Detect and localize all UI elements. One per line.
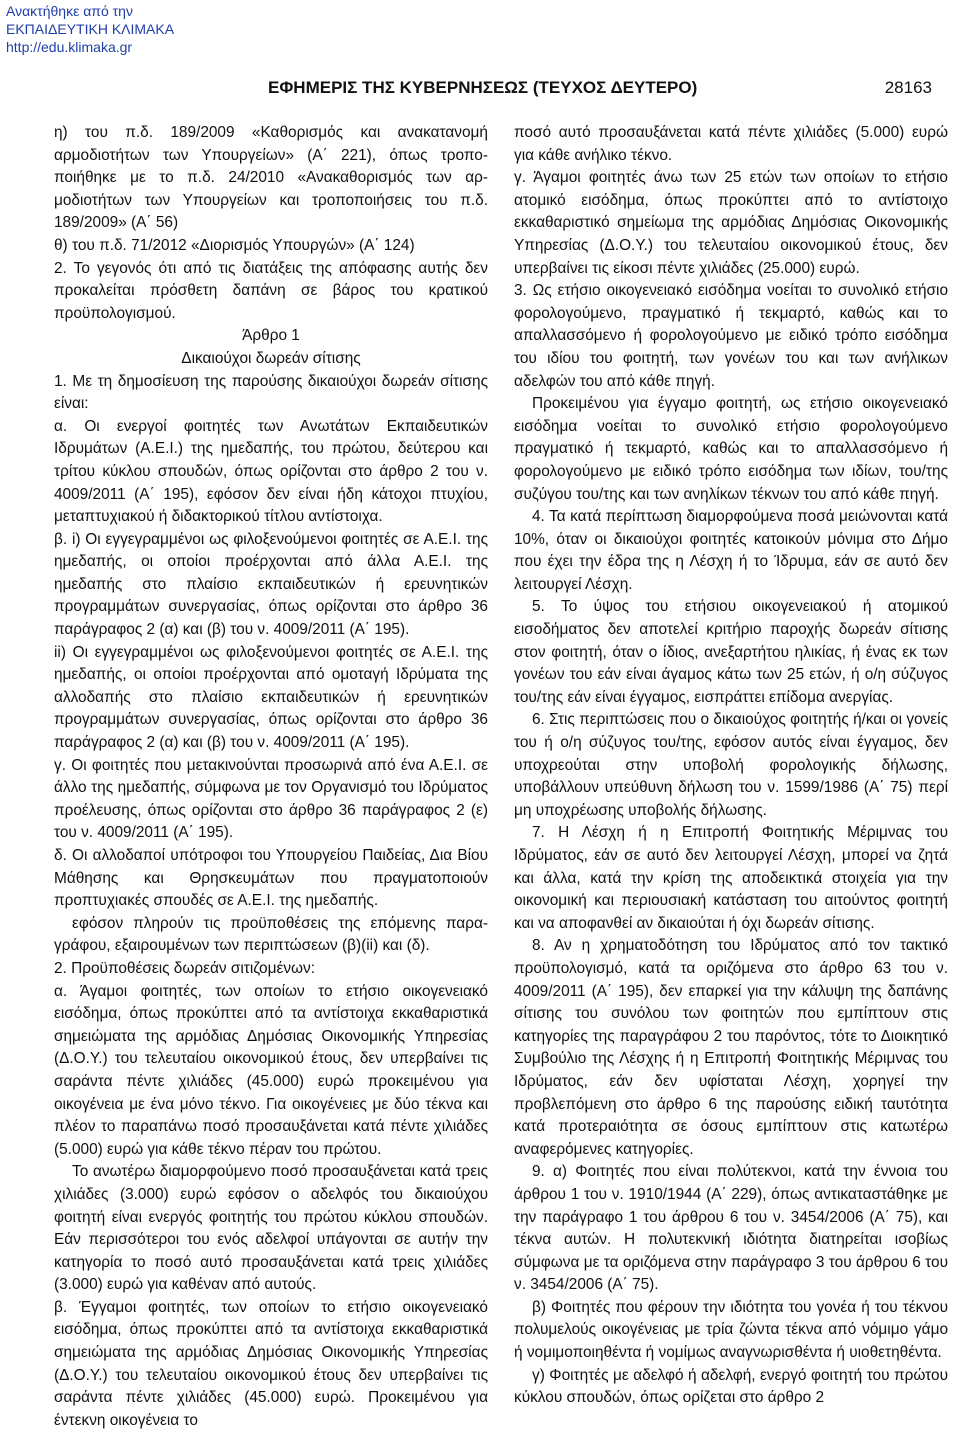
paragraph: 2. Το γεγονός ότι από τις διατάξεις της απόφασης αυτής δεν προκαλείται πρόσθετη δαπάνη σε βάρος του κρατικού προϋπολογισμού. [54, 259, 488, 322]
paragraph: η) του π.δ. 189/2009 «Καθορισμός και ανακατανομή αρμοδιοτήτων των Υπουργείων» (Α΄ 221), όπως τροποποιήθηκε με το π.δ. 24/2010 «Ανακαθορισμός των αρμοδιοτήτων των Υπουργείων και τροποποιήσεις του π.δ. 189/2009» (Α΄ 56) [54, 124, 488, 232]
paragraph: ποσό αυτό προσαυξάνεται κατά πέντε χιλιάδες (5.000) ευρώ για κάθε ανήλικο τέκνο. [514, 124, 948, 164]
paragraph: 7. Η Λέσχη ή η Επιτροπή Φοιτητικής Μέριμνας του Ιδρύματος, εάν σε αυτό δεν λειτουργεί Λέσχη, μπορεί να ζητά και άλλα, κατά την κρίση της αποδεικτικά στοιχεία για την οικονομική και περιουσιακή κατάσταση του αιτούντος φοιτητή και να αποφανθεί αν δικαιούται ή όχι δωρεάν σίτισης. [514, 824, 948, 932]
paragraph: 2. Προϋποθέσεις δωρεάν σιτιζομένων: [54, 959, 316, 977]
paragraph: 3. Ως ετήσιο οικογενειακό εισόδημα νοείται το συνολικό ετήσιο φορολογούμενο, πραγματικό ή τεκμαρτό, καθώς και το απαλλασσόμενο ή φορολογούμενο με ειδικό τρόπο εισόδημα του ιδίου του φοιτητή, των γονέων του και των ανήλικων αδελφών του από κάθε πηγή. [514, 282, 948, 390]
watermark-link[interactable]: http://edu.klimaka.gr [6, 39, 133, 55]
paragraph: 5. Το ύψος του ετήσιου οικογενειακού ή ατομικού εισοδήματος δεν αποτελεί κριτήριο παροχής δωρεάν σίτισης στον φοιτητή, όταν ο ίδιος, ανεξαρτήτου ηλικίας, ή ένας εκ των γονέων του εάν είναι άγαμος κάτω των 25 ετών, ή ο/η σύζυγος του/της εάν είναι έγγαμος, εισπράττει επίδομα ανεργίας. [514, 598, 948, 706]
article-heading: Δικαιούχοι δωρεάν σίτισης [181, 349, 361, 367]
left-column [54, 122, 488, 1432]
paragraph: δ. Οι αλλοδαποί υπότροφοι του Υπουργείου Παιδείας, Δια Βίου Μάθησης και Θρησκευμάτων που πραγματοποιούν προπτυχιακές σπουδές σε Α.Ε.Ι. της ημεδαπής. [54, 847, 488, 910]
paragraph: 4. Τα κατά περίπτωση διαμορφούμενα ποσά μειώνονται κατά 10%, όταν οι δικαιούχοι φοιτητές κατοικούν μόνιμα στο Δήμο που έχει την έδρα της η Λέσχη ή το Ίδρυμα, εάν σε αυτό δεν λειτουργεί Λέσχη. [514, 508, 948, 593]
paragraph: Προκειμένου για έγγαμο φοιτητή, ως ετήσιο οικογενειακό εισόδημα νοείται το συνολικό ετήσιο φορολογούμενο πραγματικό ή τεκμαρτό, καθώς και το απαλλασσόμενο ή φορολογούμενο με ειδικό τρόπο εισόδημα των ιδίων, του/της συζύγου του/της και των ανηλίκων τέκνων του από κάθε πηγή. [514, 395, 948, 503]
paragraph: α. Άγαμοι φοιτητές, των οποίων το ετήσιο οικογενειακό εισόδημα, όπως προκύπτει από τα αντίστοιχα εκκαθαριστικά σημειώματα της αρμόδιας Δημόσιας Οικονομικής Υπηρεσίας (Δ.Ο.Υ.) του τελευταίου οικονομικού έτους, δεν υπερβαίνει τις σαράντα πέντε χιλιάδες (45.000) ευρώ προκειμένου για οικογένεια με ένα μόνο τέκνο. Για οικογένειες με δύο τέκνα και πλέον το παραπάνω ποσό προσαυξάνεται κατά πέντε χιλιάδες (5.000) ευρώ για κάθε τέκνο πέραν του πρώτου. [54, 982, 488, 1158]
watermark-line: ΕΚΠΑΙΔΕΥΤΙΚΗ ΚΛΙΜΑΚΑ [6, 21, 175, 37]
paragraph: Το ανωτέρω διαμορφούμενο ποσό προσαυξάνεται κατά τρεις χιλιάδες (3.000) ευρώ εφόσον ο αδελφός του δικαιούχου φοιτητή είναι ενεργός φοιτητής του πρώτου κύκλου σπουδών. Εάν περισσότεροι του ενός αδελφοί υπάγονται σε αυτήν την κατηγορία το ποσό αυτό προσαυξάνεται κατά τρεις χιλιάδες (3.000) ευρώ για καθέναν από αυτούς. [54, 1163, 488, 1294]
paragraph: β. Έγγαμοι φοιτητές, των οποίων το ετήσιο οικογενειακό εισόδημα, όπως προκύπτει από τα αντίστοιχα εκκαθαριστικά σημειώματα της αρμόδιας Δημόσιας Οικονομικής Υπηρεσίας (Δ.Ο.Υ.) του τελευταίου οικονομικού έτους δεν υπερβαίνει τις σαράντα πέντε χιλιάδες (45.000) ευρώ. Προκειμένου για έντεκνη οικογένεια το [54, 1298, 488, 1429]
paragraph: 9. α) Φοιτητές που είναι πολύτεκνοι, κατά την έννοια του άρθρου 1 του ν. 1910/1944 (Α΄ 229), όπως αντικαταστάθηκε με την παράγραφο 1 του άρθρου 6 του ν. 3454/2006 (Α΄ 75), και τέκνα αυτών. Η πολυτεκνική ιδιότητα διατηρείται ισοβίως σύμφωνα με τα οριζόμενα στην παράγραφο 3 του άρθρου 6 του ν. 3454/2006 (Α΄ 75). [514, 1163, 948, 1294]
paragraph: α. Οι ενεργοί φοιτητές των Ανωτάτων Εκπαιδευτικών Ιδρυμάτων (Α.Ε.Ι.) της ημεδαπής, του πρώτου, δεύτερου και τρίτου κύκλου σπουδών, όπως ορίζονται στο άρθρο 2 του ν. 4009/2011 (Α΄ 195), εφόσον δεν είναι ήδη κάτοχοι πτυχίου, μεταπτυχιακού ή διδακτορικού τίτλου αντίστοιχα. [54, 417, 488, 526]
paragraph: β. i) Οι εγγεγραμμένοι ως φιλοξενούμενοι φοιτητές σε Α.Ε.Ι. της ημεδαπής, οι οποίοι προέρχονται από άλλα Α.Ε.Ι. της ημεδαπής στο πλαίσιο εκπαιδευτικών ή ερευνητικών προγραμμάτων συνεργασίας, όπως ορίζονται στο άρθρο 36 παράγραφος 2 (α) και (β) του ν. 4009/2011 (Α΄ 195). [54, 530, 488, 639]
paragraph: γ. Οι φοιτητές που μετακινούνται προσωρινά από ένα Α.Ε.Ι. σε άλλο της ημεδαπής, σύμφωνα με τον Οργανισμό του Ιδρύματος προέλευσης, όπως ορίζονται στο άρθρο 36 παράγραφος 2 (ε) του ν. 4009/2011 (Α΄ 195). [54, 756, 488, 842]
paragraph: 6. Στις περιπτώσεις που ο δικαιούχος φοιτητής ή/και οι γονείς του ή ο/η σύζυγος του/της, εφόσον αυτός είναι έγγαμος, δεν υποχρεούται στην υποβολή φορολογικής δήλωσης, υποβάλλουν υπεύθυνη δήλωση του ν. 1599/1986 (Α΄ 75) περί μη υποχρέωσης υποβολής δήλωσης. [514, 711, 948, 819]
paragraph: εφόσον πληρούν τις προϋποθέσεις της επόμενης παραγράφου, εξαιρουμένων των περιπτώσεων (β)(ii) και (δ). [54, 914, 488, 955]
article-heading: Άρθρο 1 [242, 327, 300, 345]
paragraph: ii) Οι εγγεγραμμένοι ως φιλοξενούμενοι φοιτητές σε Α.Ε.Ι. της ημεδαπής, οι οποίοι προέρχονται από ομοταγή Ιδρύματα της αλλοδαπής στο πλαίσιο εκπαιδευτικών ή ερευνητικών προγραμμάτων συνεργασίας, όπως ορίζονται στο άρθρο 36 παράγραφος 2 (α) και (β) του ν. 4009/2011 (Α΄ 195). [54, 643, 488, 752]
paragraph: θ) του π.δ. 71/2012 «Διορισμός Υπουργών» (Α΄ 124) [54, 236, 415, 254]
paragraph: β) Φοιτητές που φέρουν την ιδιότητα του γονέα ή του τέκνου πολυμελούς οικογένειας με τρία ζώντα τέκνα από νόμιμο γάμο ή νομιμοποιηθέντα ή νομίμως αναγνωρισθέντα ή υιοθετηθέντα. [514, 1298, 948, 1362]
gazette-title: ΕΦΗΜΕΡΙΣ ΤΗΣ ΚΥΒΕΡΝΗΣΕΩΣ (ΤΕΥΧΟΣ ΔΕΥΤΕΡΟ) [268, 78, 698, 97]
page-number: 28163 [884, 78, 932, 97]
right-column [514, 122, 948, 1410]
paragraph: 8. Αν η χρηματοδότηση του Ιδρύματος από τον τακτικό προϋπολογισμό, κατά τα οριζόμενα στο άρθρο 63 του ν. 4009/2011 (Α΄ 195), δεν επαρκεί για την κάλυψη της δαπάνης σίτισης του συνόλου των φοιτητών που εμπίπτουν στις κατηγορίες της παραγράφου 2 του παρόντος, τότε το Διοικητικό Συμβούλιο της Λέσχης ή η Επιτροπή Φοιτητικής Μέριμνας του Ιδρύματος, εάν δεν υφίσταται Λέσχη, χορηγεί την προβλεπόμενη στο άρθρο 6 της παρούσης ειδική ταυτότητα κατά προτεραιότητα σε όσους εμπίπτουν στις κατωτέρω αναφερόμενες κατηγορίες. [514, 937, 948, 1158]
paragraph: γ. Άγαμοι φοιτητές άνω των 25 ετών των οποίων το ετήσιο ατομικό εισόδημα, όπως προκύπτει από το αντίστοιχο εκκαθαριστικό σημείωμα της αρμόδιας Δημόσιας Οικονομικής Υπηρεσίας (Δ.Ο.Υ.) του τελευταίου οικονομικού έτους, δεν υπερβαίνει τις είκοσι πέντε χιλιάδες (25.000) ευρώ. [514, 169, 948, 277]
paragraph: 1. Με τη δημοσίευση της παρούσης δικαιούχοι δωρεάν σίτισης είναι: [54, 372, 488, 413]
paragraph: γ) Φοιτητές με αδελφό ή αδελφή, ενεργό φοιτητή του πρώτου κύκλου σπουδών, όπως ορίζεται στο άρθρο 2 [514, 1366, 948, 1407]
watermark [6, 2, 174, 56]
page-header [260, 78, 932, 108]
watermark-line: Ανακτήθηκε από την [6, 3, 133, 19]
